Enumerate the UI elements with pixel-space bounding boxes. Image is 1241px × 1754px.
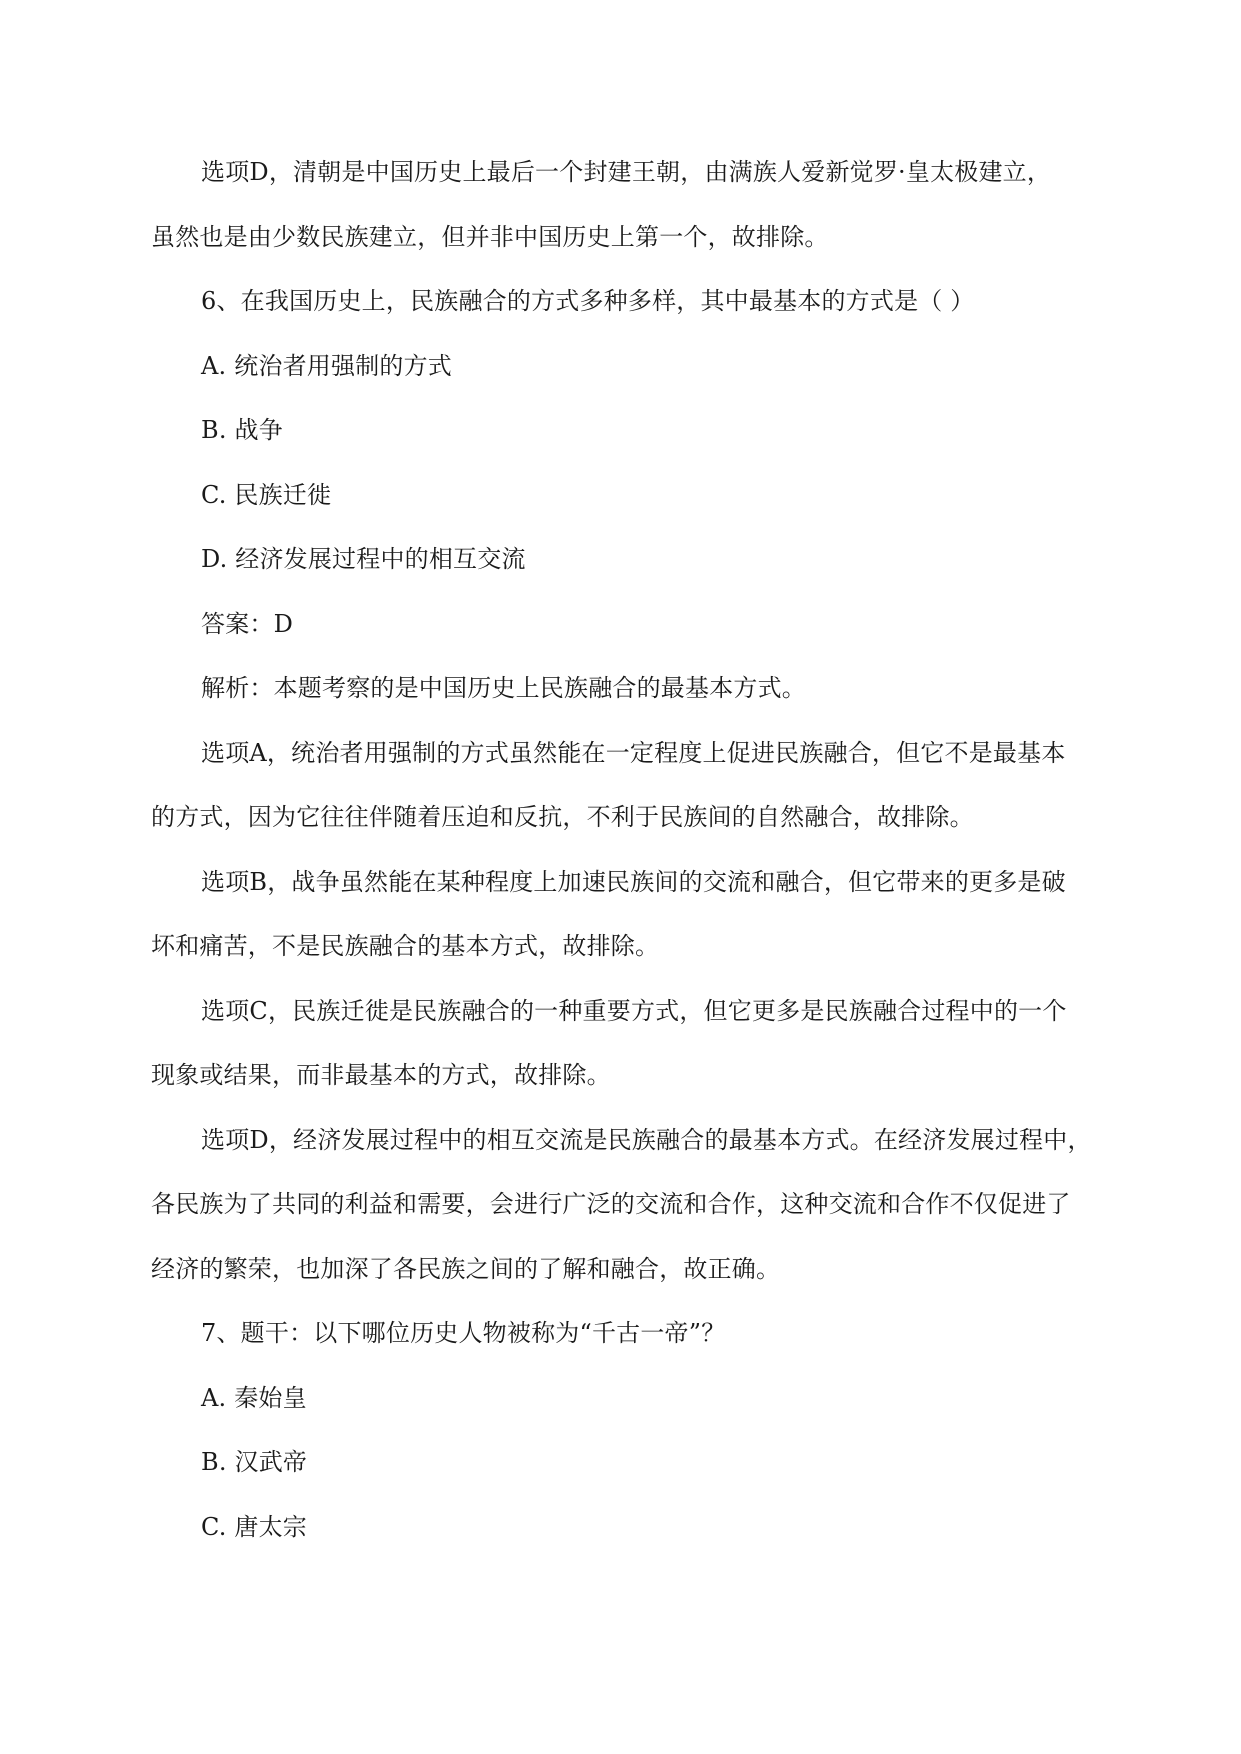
q6-question: 6、在我国历史上，民族融合的方式多种多样，其中最基本的方式是（ ） [201, 287, 975, 315]
q6-option-d-explanation-line-1: 选项D，经济发展过程中的相互交流是民族融合的最基本方式。在经济发展过程中， [201, 1125, 1092, 1154]
q6-option-b-explanation-line-1: 选项B，战争虽然能在某种程度上加速民族间的交流和融合，但它带来的更多是破 [201, 867, 1066, 896]
q6-option-c-explanation-line-1: 选项C，民族迁徙是民族融合的一种重要方式，但它更多是民族融合过程中的一个 [201, 996, 1067, 1025]
q6-option-b: B. 战争 [201, 416, 283, 444]
q7-option-a: A. 秦始皇 [201, 1383, 307, 1412]
q6-option-d-explanation-line-3: 经济的繁荣，也加深了各民族之间的了解和融合，故正确。 [151, 1254, 781, 1283]
q7-option-b: B. 汉武帝 [201, 1448, 308, 1476]
q6-option-c: C. 民族迁徙 [201, 480, 332, 509]
q6-option-a-explanation-line-1: 选项A，统治者用强制的方式虽然能在一定程度上促进民族融合，但它不是最基本 [201, 738, 1066, 767]
q6-option-a: A. 统治者用强制的方式 [201, 351, 452, 380]
q6-answer: 答案：D [201, 609, 294, 638]
q6-analysis: 解析：本题考察的是中国历史上民族融合的最基本方式。 [201, 674, 806, 702]
q5-option-d-explanation-line-2: 虽然也是由少数民族建立，但并非中国历史上第一个，故排除。 [151, 222, 829, 251]
q7-option-c: C. 唐太宗 [201, 1512, 307, 1541]
q6-option-d: D. 经济发展过程中的相互交流 [201, 545, 526, 573]
q6-option-a-explanation-line-2: 的方式，因为它往往伴随着压迫和反抗，不利于民族间的自然融合，故排除。 [151, 803, 974, 831]
q6-option-c-explanation-line-2: 现象或结果，而非最基本的方式，故排除。 [151, 1061, 611, 1089]
q7-question: 7、题干：以下哪位历史人物被称为“千古一帝”？ [201, 1319, 726, 1347]
document-page [151, 140, 1091, 1559]
q6-option-d-explanation-line-2: 各民族为了共同的利益和需要，会进行广泛的交流和合作，这种交流和合作不仅促进了 [151, 1190, 1071, 1218]
q5-option-d-explanation-line-1: 选项D，清朝是中国历史上最后一个封建王朝，由满族人爱新觉罗·皇太极建立， [201, 158, 1052, 186]
q6-option-b-explanation-line-2: 坏和痛苦，不是民族融合的基本方式，故排除。 [151, 932, 660, 960]
